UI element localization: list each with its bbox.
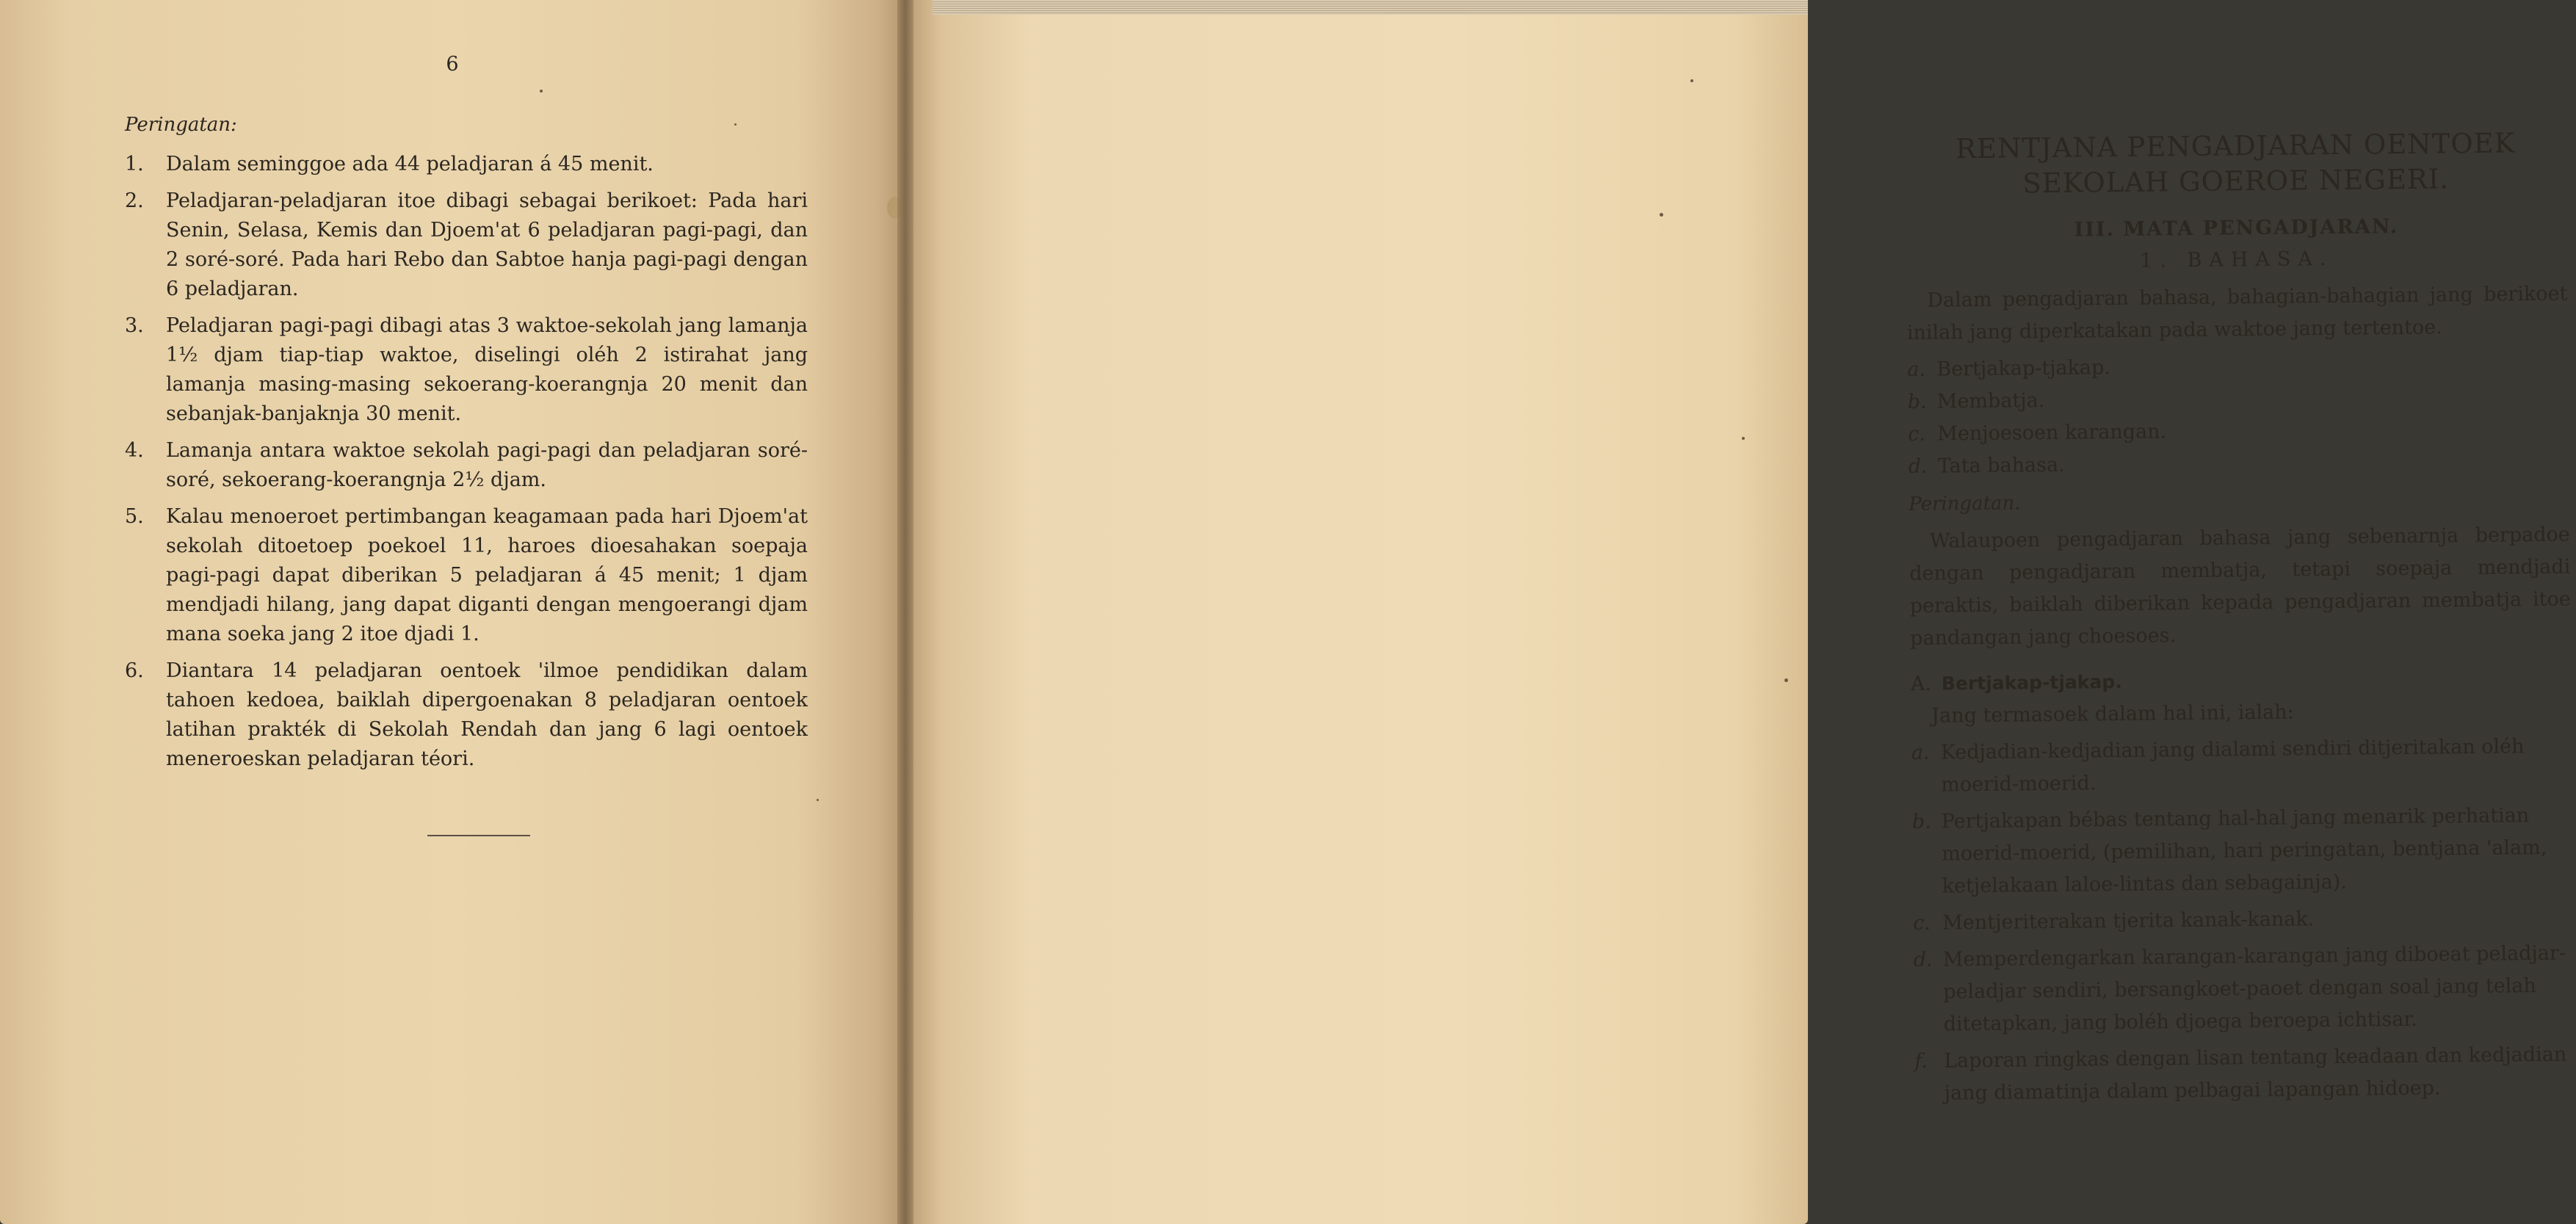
item-text: Lamanja antara waktoe sekolah pagi-pagi dan peladjaran soré-soré, sekoerang-koerangnja 2½ djam. [166, 439, 808, 491]
item-text: Peladjaran-peladjaran itoe dibagi sebagai berikoet: Pada hari Senin, Selasa, Kemis dan Djoem'at 6 peladjaran pagi-pagi, dan 2 soré-soré. Pada hari Rebo dan Sabtoe hanja pagi-pagi dengan 6 peladjaran. [166, 189, 808, 300]
numbered-item [125, 502, 808, 649]
numbered-item [125, 311, 808, 429]
speck [1742, 437, 1745, 440]
item-number: 3. [125, 314, 144, 337]
numbered-item [125, 150, 808, 179]
section-heading: III. MATA PENGADJARAN. [2074, 214, 2399, 242]
speck [540, 90, 543, 93]
list-item [1913, 901, 2574, 940]
right-page-body [1905, 126, 2576, 1110]
subsection-a-letter: A. [1910, 672, 1932, 695]
speck [1784, 678, 1788, 682]
numbered-item [125, 187, 808, 304]
item-text: Mentjeriterakan tjerita kanak-kanak. [1942, 908, 2315, 935]
item-text: Dalam seminggoe ada 44 peladjaran á 45 menit. [166, 153, 654, 175]
title-line: SEKOLAH GOEROE NEGERI. [2022, 163, 2450, 200]
numbered-item [125, 656, 808, 774]
item-letter: b. [1907, 390, 1927, 413]
page-number: 6 [446, 53, 459, 76]
item-letter: d. [1908, 455, 1928, 478]
subsection-a-intro: Jang termasoek dalam hal ini, ialah: [1931, 700, 2294, 728]
item-text: Tata bahasa. [1937, 453, 2065, 478]
page-edges [933, 0, 1808, 15]
speck [1660, 213, 1663, 217]
note-caption: Peringatan. [1909, 492, 2021, 515]
item-text: Laporan ringkas dengan lisan tentang keadaan dan kedjadian jang diamatinja dalam pelbagai lapangan hidoep. [1944, 1043, 2567, 1105]
list-item [1909, 444, 2569, 483]
right-page [905, 0, 2571, 1224]
note-paragraph: Walaupoen pengadjaran bahasa jang sebenarnja berpadoe dengan pengadjaran membatja, tetapi soepaja mendjadi peraktis, baiklah diberikan kepada pengadjaran membatja itoe pandangan jang choesoes. [1909, 523, 2571, 650]
item-number: 5. [125, 505, 144, 528]
subsection-heading: 1. BAHASA. [2140, 247, 2334, 272]
left-page [0, 0, 905, 1224]
item-letter: c. [1908, 422, 1926, 446]
book-gutter [897, 0, 913, 1224]
item-text: Menjoesoen karangan. [1937, 420, 2167, 446]
speck [1690, 79, 1693, 82]
item-number: 2. [125, 189, 144, 212]
item-text: Pertjakapan bébas tentang hal-hal jang menarik perhatian moerid-moerid, (pemilihan, hari peringatan, bentjana 'alam, ketjelakaan laloe-lintas dan sebagainja). [1941, 804, 2547, 898]
item-text: Kalau menoeroet pertimbangan keagamaan pada hari Djoem'at sekolah ditoetoep poekoel 11, haroes dioesahakan soepaja pagi-pagi dapat diberikan 5 peladjaran á 45 menit; 1 djam mendjadi hilang, jang dapat diganti dengan mengoerangi djam mana soeka jang 2 itoe djadi 1. [166, 505, 808, 645]
subsection-a-title: Bertjakap-tjakap. [1941, 670, 2122, 695]
item-text: Bertjakap-tjakap. [1936, 356, 2111, 381]
item-text: Kedjadian-kedjadian jang dialami sendiri ditjeritakan oléh moerid-moerid. [1940, 735, 2525, 797]
section-divider [427, 835, 530, 836]
item-letter: b. [1911, 810, 1931, 833]
list-item [1912, 800, 2574, 903]
item-letter: c. [1913, 911, 1931, 935]
numbered-item [125, 436, 808, 495]
item-letter: a. [1907, 358, 1926, 381]
page-title [1905, 126, 2566, 203]
list-item [1914, 938, 2575, 1041]
item-text: Peladjaran pagi-pagi dibagi atas 3 waktoe-sekolah jang lamanja 1½ djam tiap-tiap waktoe, diselingi oléh 2 istirahat jang lamanja masing-masing sekoerang-koerangnja 20 menit dan sebanjak-banjaknja 30 menit. [166, 314, 808, 425]
item-text: Membatja. [1936, 389, 2045, 413]
speck [817, 799, 819, 801]
item-letter: d. [1913, 948, 1933, 971]
item-text: Memperdengarkan karangan-karangan jang diboeat peladjar-peladjar sendiri, bersangkoet-paoet dengan soal jang telah ditetapkan, jang boléh djoega beroepa ichtisar. [1942, 941, 2566, 1036]
list-item [1914, 1039, 2576, 1110]
item-number: 4. [125, 439, 144, 462]
intro-paragraph: Dalam pengadjaran bahasa, bahagian-bahagian jang berikoet inilah jang diperkatakan pada waktoe jang tertentoe. [1906, 282, 2568, 344]
note-caption: Peringatan: [125, 114, 237, 136]
speck [734, 123, 737, 126]
item-text: Diantara 14 peladjaran oentoek 'ilmoe pendidikan dalam tahoen kedoea, baiklah dipergoenakan 8 peladjaran oentoek latihan prakték di Sekolah Rendah dan jang 6 lagi oentoek meneroeskan peladjaran téori. [166, 659, 808, 770]
left-page-body [125, 110, 808, 781]
item-letter: f. [1914, 1049, 1928, 1073]
list-item [1911, 731, 2573, 802]
item-number: 6. [125, 659, 144, 682]
item-number: 1. [125, 153, 144, 175]
item-letter: a. [1911, 741, 1930, 764]
title-line: RENTJANA PENGADJARAN OENTOEK [1955, 127, 2516, 165]
